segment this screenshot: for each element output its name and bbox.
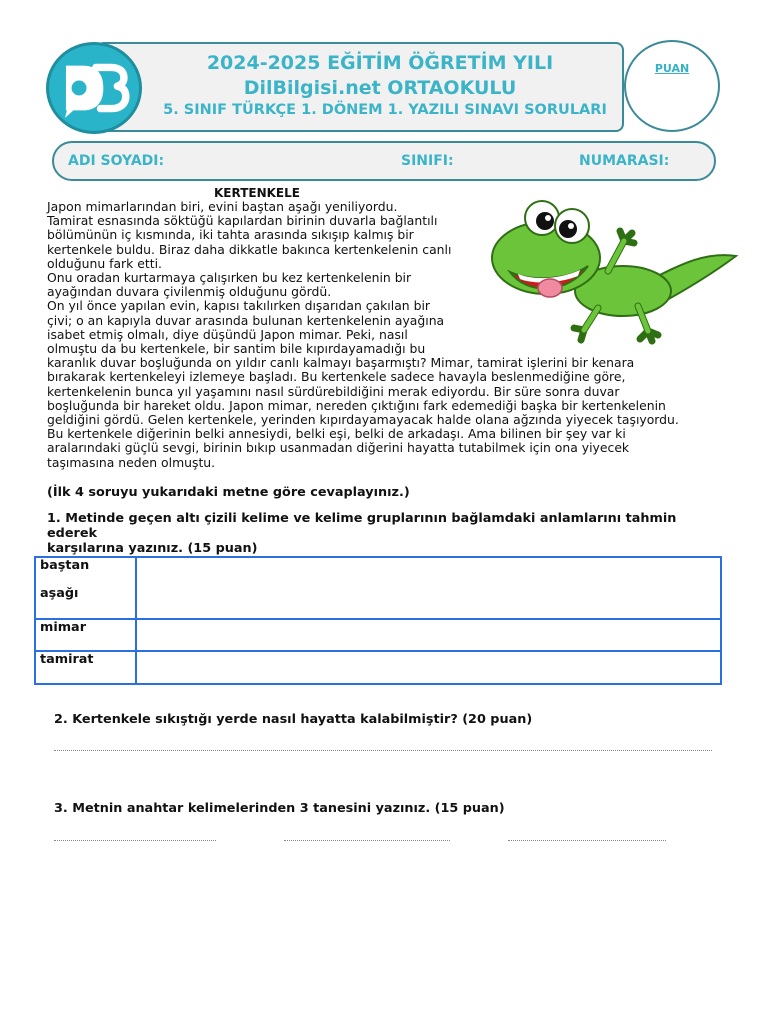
table-row [35,557,721,619]
story-line: olmuştu da bu kertenkele, bir santim bile kıpırdayamadığı bu [47,341,426,357]
story-line: Tamirat esnasında söktüğü kapılardan birinin duvarla bağlantılı [47,213,438,229]
school-name: DilBilgisi.net ORTAOKULU [243,77,517,99]
question-1-line3: karşılarına yazınız. (15 puan) [47,540,258,556]
term-text: tamirat [40,652,94,667]
term-cell [35,619,136,651]
term-cell [35,651,136,684]
class-label: SINIFI: [401,153,454,169]
table-row [35,651,721,684]
story-line: isabet etmiş olmalı, diye düşündü Japon mimar. Peki, nasıl [47,326,408,342]
dilbilgisi-logo [46,42,142,134]
answer-line[interactable] [54,840,216,841]
instruction-text: (İlk 4 soruyu yukarıdaki metne göre cevaplayınız.) [47,485,410,500]
story-line: bırakarak kertenkeleyi izlemeye başladı. Bu kertenkele sadece havayla beslenmediğine göre, [47,369,626,385]
story-line: kertenkele buldu. Biraz daha dikkatle bakınca kertenkelenin canlı [47,241,452,257]
academic-year-title: 2024-2025 EĞİTİM ÖĞRETİM YILI [206,52,554,74]
name-label: ADI SOYADI: [68,153,165,169]
question-1 [47,512,707,556]
answer-cell[interactable] [136,557,721,619]
term-text: aşağı [40,586,79,601]
number-label: NUMARASI: [579,153,670,169]
story-line: Onu oradan kurtarmaya çalışırken bu kez kertenkelenin bir [47,270,412,286]
story-line: olduğunu fark etti. [47,255,162,271]
question-1-line1: 1. Metinde geçen altı çizili kelime ve kelime gruplarının bağlamdaki anlamlarını tahmin [47,511,677,526]
story-line: Japon mimarlarından biri, evini baştan aşağı yeniliyordu. [47,199,398,214]
story-line: aralarındaki güçlü sevgi, birinin bıkıp usanmadan diğerini hayatta tutabilmek için ona yiyecek [47,440,630,456]
answer-cell[interactable] [136,651,721,684]
story-line: karanlık duvar boşluğunda on yıldır canlı kalmayı başarmıştı? Mimar, tamirat işlerini bir kenara [47,355,635,371]
story-line: kertenkelenin bunca yıl yaşamını nasıl sürdürebildiğini merak ediyordu. Bir süre sonra duvar [47,383,620,399]
story-line: ayağından duvara çivilenmiş olduğunu gördü. [47,284,332,300]
answer-line[interactable] [508,840,666,841]
term-cell [35,557,136,619]
lizard-illustration [488,196,740,348]
story-line: taşımasına neden olmuştu. [47,454,216,470]
score-circle [624,40,720,132]
story-line: boşluğunda bir hareket oldu. Japon mimar, nereden çıktığını fark edemediği başka bir kertenkelenin [47,397,666,413]
answer-line[interactable] [284,840,450,841]
story-line: çivi; o an kapıyla duvar arasında bulunan kertenkelenin ayağına [47,312,445,328]
story-line: On yıl önce yapılan evin, kapısı takılırken dışarıdan çakılan bir [47,298,430,314]
score-label: PUAN [654,62,690,75]
question-2: 2. Kertenkele sıkıştığı yerde nasıl hayatta kalabilmiştir? (20 puan) [54,712,533,727]
exam-title: 5. SINIF TÜRKÇE 1. DÖNEM 1. YAZILI SINAVI SORULARI [163,102,607,118]
term-text: baştan [40,558,90,573]
story-line: bölümünün iç kısmında, iki tahta arasında sıkışıp kalmış bir [47,227,414,243]
story-line: geldiğini gördü. Gelen kertenkele, yerinden kıpırdayamayacak halde olana ağzında yiyecek taşıyordu. [47,412,679,428]
student-info-bar [52,141,716,181]
answer-cell[interactable] [136,619,721,651]
question-1-line2: ederek [47,525,98,541]
table-row [35,619,721,651]
story-line: Bu kertenkele diğerinin belki annesiydi, belki eşi, belki de arkadaşı. Ama bilinen bir şey var ki [47,426,626,442]
story-title: KERTENKELE [214,186,300,200]
question-3: 3. Metnin anahtar kelimelerinden 3 tanesini yazınız. (15 puan) [54,801,505,816]
vocabulary-table [34,556,722,685]
answer-line[interactable] [54,750,712,751]
term-text: mimar [40,620,87,635]
